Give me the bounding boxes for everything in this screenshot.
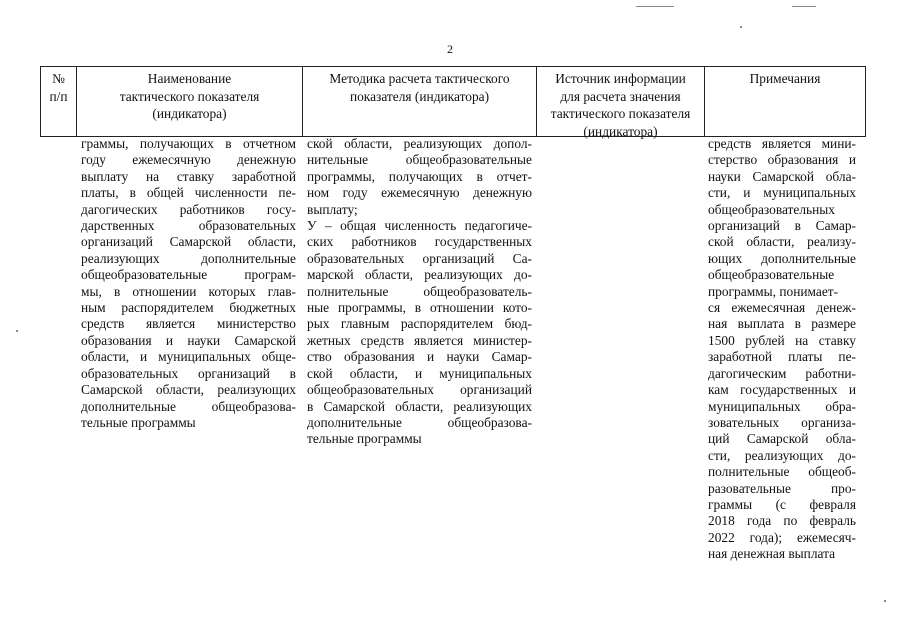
header-line: (индикатора) (152, 106, 227, 121)
text-line: нительные общеобразовательные (307, 152, 532, 168)
text-line: ная денежная выплата (708, 546, 836, 562)
notes-text (708, 136, 856, 563)
header-indicator-name (77, 70, 302, 123)
text-line: средств является министерство (81, 316, 296, 332)
text-line: дополнительные общеобразова- (307, 414, 532, 430)
text-line: У – общая численность педагогиче- (307, 218, 532, 234)
header-line: Источник информации (555, 71, 686, 86)
header-information-source (537, 70, 704, 140)
text-line: разовательные про- (708, 480, 856, 496)
text-line: ным распорядителем бюджетных (81, 300, 296, 316)
text-line: кам государственных и (708, 382, 856, 398)
header-line: Методика расчета тактического (329, 71, 510, 86)
text-line: 2022 года); ежемесяч- (708, 529, 856, 545)
text-line: стерство образования и (708, 152, 856, 168)
text-line: полнительные общеоб- (708, 464, 856, 480)
text-line: 1500 рублей на ставку (708, 332, 856, 348)
text-line: общеобразовательные програм- (81, 267, 296, 283)
text-line: реализующих дополнительные (81, 250, 296, 266)
text-line: ской области, реализу- (708, 234, 856, 250)
text-line: платы, в общей численности пе- (81, 185, 296, 201)
text-line: общеобразовательных организаций (307, 382, 532, 398)
text-line: зовательных организа- (708, 414, 856, 430)
text-line: ющих дополнительные (708, 250, 856, 266)
calculation-method-text (307, 136, 532, 448)
table-right-border (865, 66, 866, 137)
text-line: сти, и муниципальных (708, 185, 856, 201)
text-line: ской области, и муниципальных (307, 365, 532, 381)
text-line: организаций Самарской области, (81, 234, 296, 250)
text-line: дагогических работников госу- (81, 201, 296, 217)
text-line: ная выплата в размере (708, 316, 856, 332)
text-line: полнительные общеобразователь- (307, 283, 532, 299)
text-line: средств является мини- (708, 136, 856, 151)
text-line: организаций в Самар- (708, 218, 856, 234)
text-line: тельные программы (81, 414, 196, 430)
text-line: ций Самарской обла- (708, 431, 856, 447)
header-line: № (52, 71, 65, 86)
text-line: дагогическим работни- (708, 365, 856, 381)
header-line: для расчета значения (560, 88, 681, 104)
text-line: Самарской области, реализующих (81, 382, 296, 398)
scan-speck (16, 330, 18, 332)
header-line: тактического показателя (550, 106, 691, 121)
header-line: показателя (индикатора) (349, 88, 490, 104)
text-line: выплату на ставку заработной (81, 168, 296, 184)
text-line: ные программы, в отношении кото- (307, 300, 532, 316)
text-line: программы, получающих в отчет- (307, 168, 532, 184)
text-line: сти, реализующих до- (708, 447, 856, 463)
text-line: ном году ежемесячную денежную (307, 185, 532, 201)
page-number: 2 (447, 42, 453, 56)
scan-speck (636, 6, 674, 7)
table-top-border (40, 66, 866, 67)
text-line: рых главным распорядителем бюд- (307, 316, 532, 332)
header-number (41, 70, 76, 105)
text-line: дарственных образовательных (81, 218, 296, 234)
text-line: общеобразовательных (708, 201, 836, 217)
header-line: п/п (49, 88, 68, 104)
scan-speck (792, 6, 816, 7)
header-notes (705, 70, 865, 88)
text-line: программы, понимает- (708, 283, 839, 299)
scan-speck (884, 600, 886, 602)
text-line: науки Самарской обла- (708, 168, 856, 184)
text-line: области, и муниципальных обще- (81, 349, 296, 365)
text-line: жетных средств является министер- (307, 332, 532, 348)
text-line: ских работников государственных (307, 234, 532, 250)
text-line: муниципальных обра- (708, 398, 856, 414)
text-line: дополнительные общеобразова- (81, 398, 296, 414)
header-line: Наименование (147, 71, 232, 86)
text-line: 2018 года по февраль (708, 513, 856, 529)
text-line: образования и науки Самарской (81, 332, 296, 348)
text-line: марской области, реализующих до- (307, 267, 532, 283)
text-line: образовательных организаций Са- (307, 250, 532, 266)
indicator-name-text (81, 136, 296, 431)
scan-speck (740, 26, 742, 28)
text-line: граммы (с февраля (708, 496, 856, 512)
header-line: Примечания (749, 71, 821, 86)
text-line: ской области, реализующих допол- (307, 136, 532, 151)
text-line: образовательных организаций в (81, 365, 296, 381)
text-line: ство образования и науки Самар- (307, 349, 532, 365)
text-line: году ежемесячную денежную (81, 152, 296, 168)
text-line: заработной платы пе- (708, 349, 856, 365)
text-line: в Самарской области, реализующих (307, 398, 532, 414)
header-line: (индикатора) (583, 123, 658, 139)
text-line: граммы, получающих в отчетном (81, 136, 296, 151)
text-line: тельные программы (307, 431, 422, 447)
text-line: ся ежемесячная денеж- (708, 300, 856, 316)
header-calculation-method (303, 70, 536, 105)
text-line: мы, в отношении которых глав- (81, 283, 296, 299)
text-line: выплату; (307, 201, 358, 217)
text-line: общеобразовательные (708, 267, 835, 283)
header-line: тактического показателя (119, 88, 260, 104)
